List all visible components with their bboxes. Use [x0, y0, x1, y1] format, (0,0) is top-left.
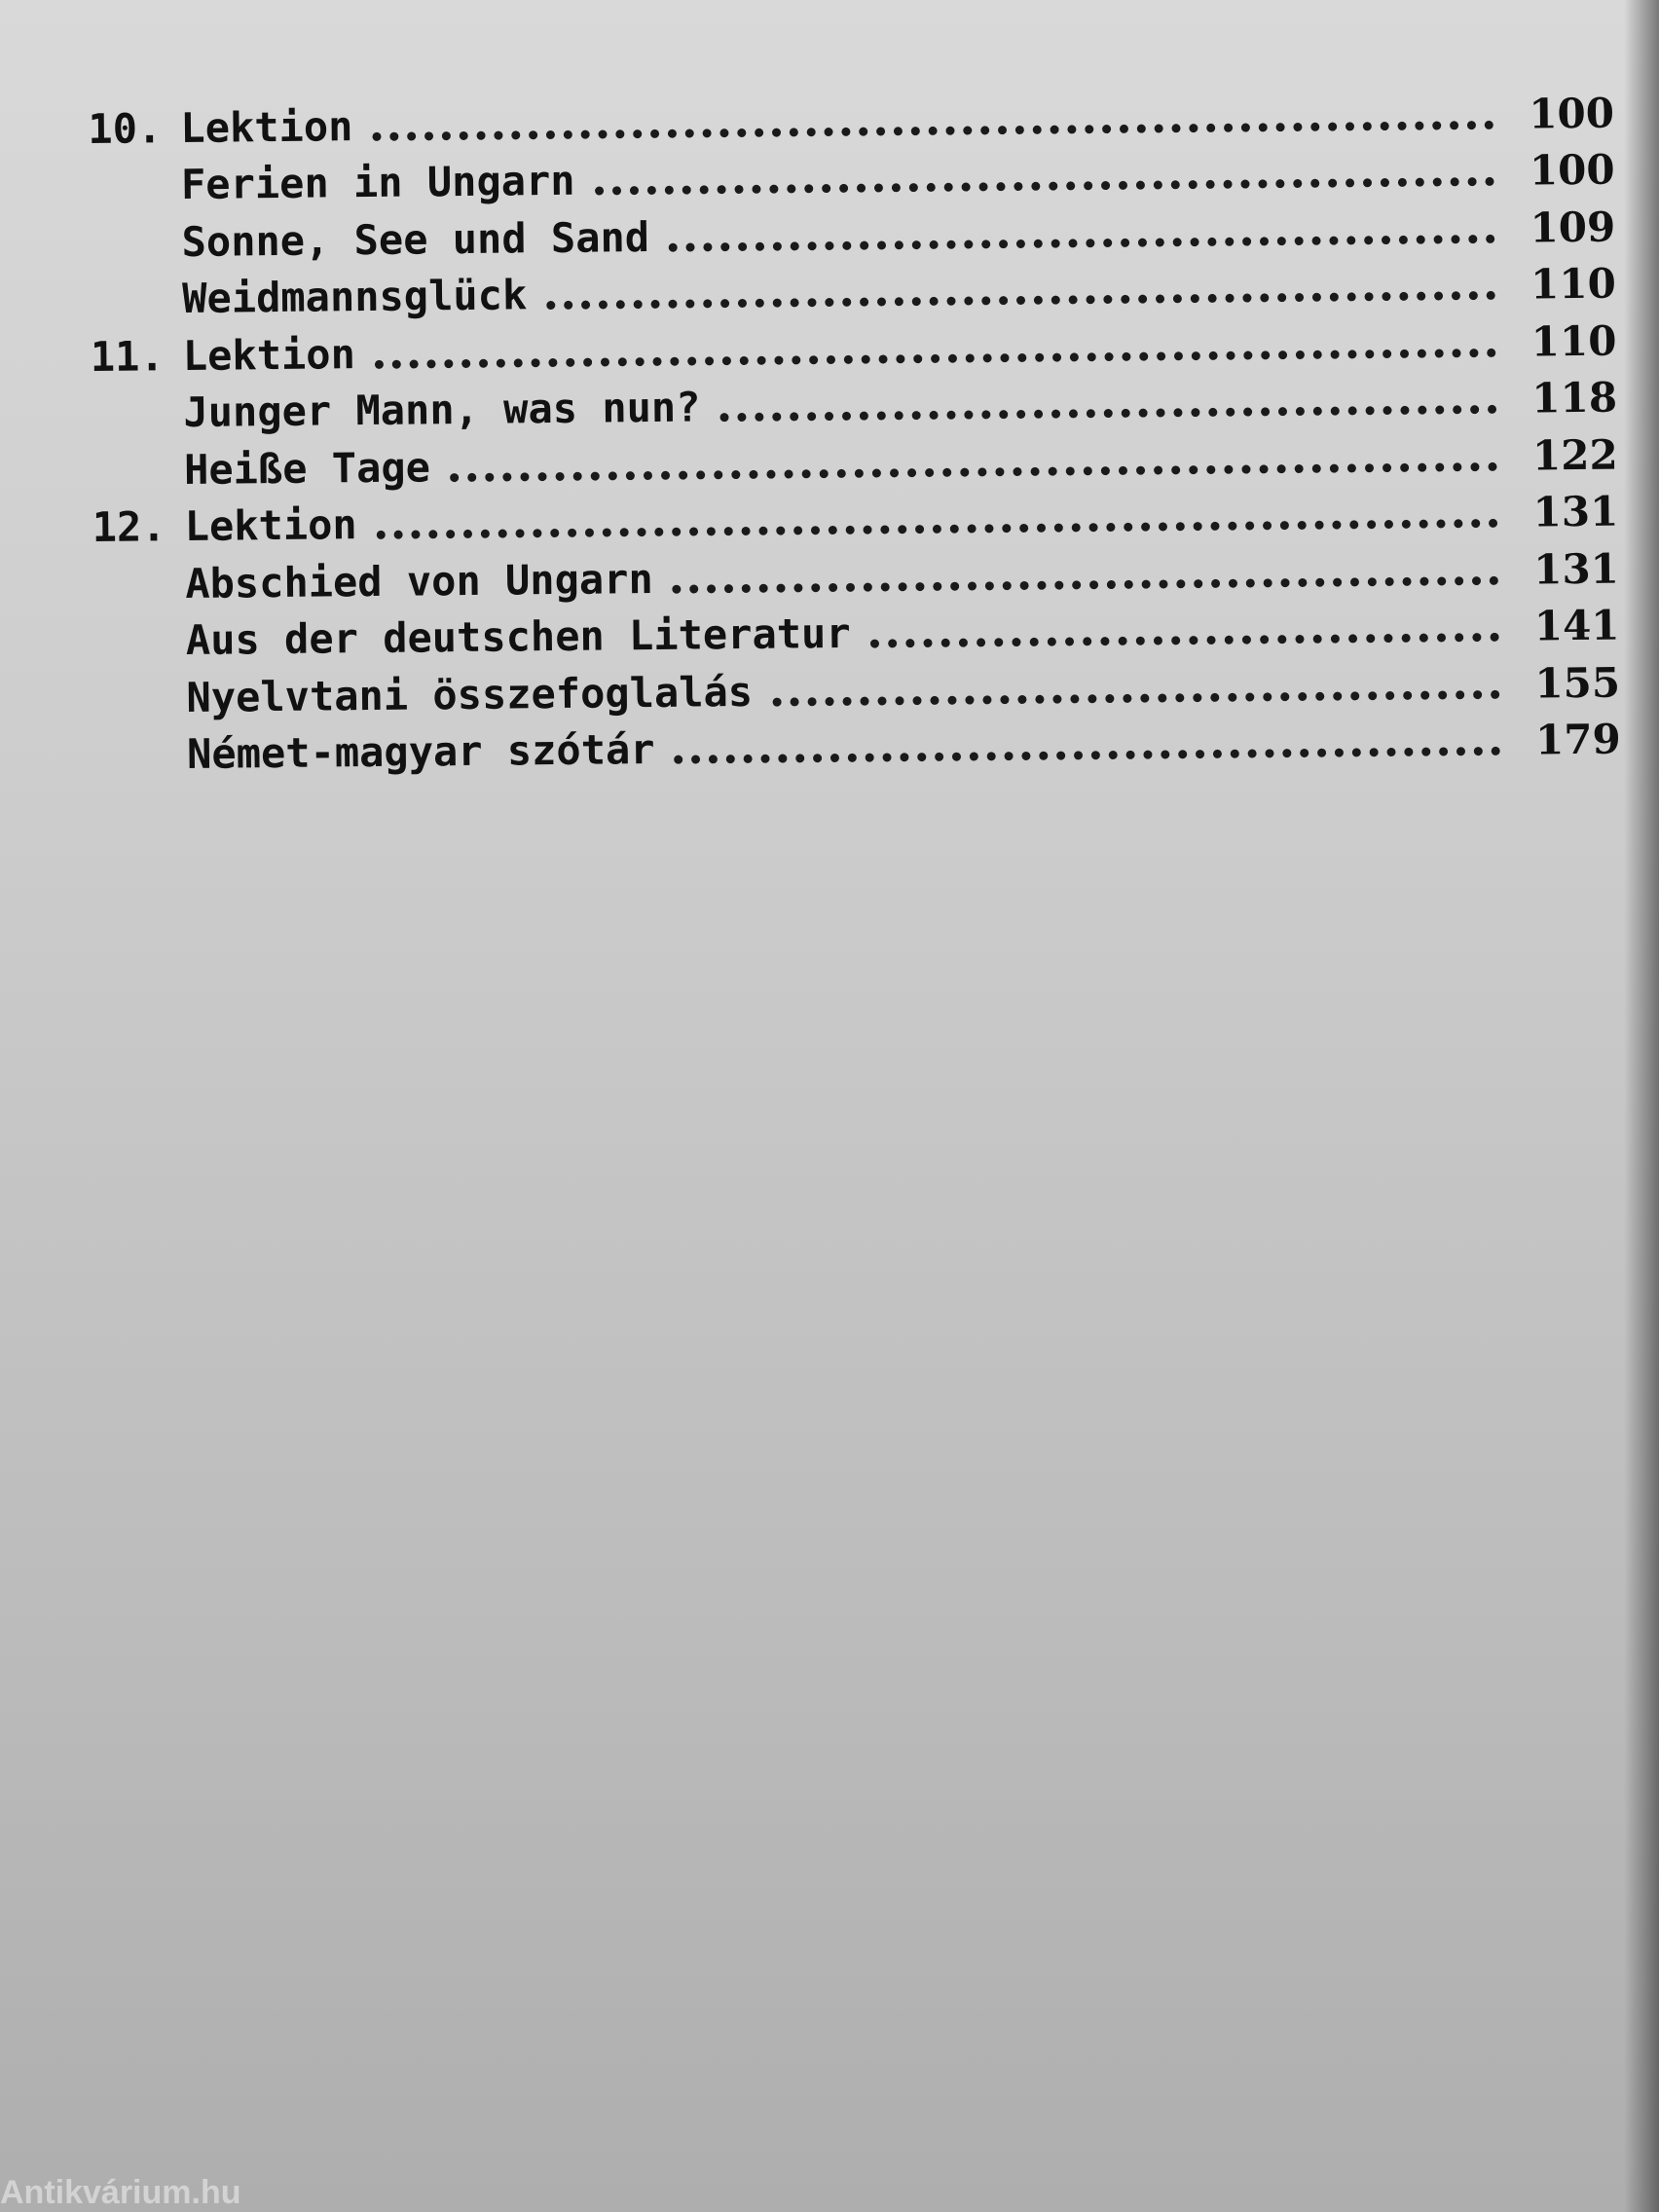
toc-entry-number: 12.: [92, 502, 166, 551]
toc-entry-page: 122: [1531, 430, 1618, 479]
toc-entry-number: 10.: [88, 103, 163, 153]
dot-leader: [719, 405, 1496, 422]
toc-entry-title: Abschied von Ungarn: [185, 554, 653, 608]
toc-entry-title: Junger Mann, was nun?: [183, 383, 701, 436]
toc-entry-page: 118: [1531, 373, 1618, 423]
toc-entry-page: 155: [1534, 658, 1621, 707]
dot-leader: [673, 575, 1499, 593]
toc-entry-title: Aus der deutschen Literatur: [185, 608, 851, 664]
toc-entry-title: Német-magyar szótár: [186, 724, 655, 778]
toc-entry-page: 109: [1530, 203, 1616, 251]
toc-entry-title: Sonne, See und Sand: [181, 212, 650, 266]
watermark: Antikvárium.hu: [0, 2174, 241, 2211]
dot-leader: [675, 747, 1501, 764]
toc-entry-title: Lektion: [182, 329, 356, 380]
toc-entry-title: Ferien in Ungarn: [180, 156, 575, 208]
dot-leader: [870, 633, 1499, 648]
toc-entry-title: Weidmannsglück: [181, 271, 528, 322]
bleed-through-text: [117, 716, 1577, 1732]
toc-entry-page: 100: [1529, 145, 1615, 195]
toc-entry-page: 110: [1530, 259, 1617, 309]
toc-entry-page: 100: [1529, 89, 1615, 137]
toc-entry-title: Nyelvtani összefoglalás: [186, 667, 754, 721]
toc-entry-number: 11.: [90, 331, 165, 381]
toc-entry-title: Lektion: [184, 500, 357, 550]
toc-entry-page: 179: [1534, 715, 1621, 764]
toc-entry-page: 141: [1533, 601, 1620, 650]
toc-entry-title: Heiße Tage: [183, 442, 431, 494]
toc-entry-page: 131: [1532, 487, 1619, 536]
toc-entry-page: 110: [1530, 316, 1617, 365]
dot-leader: [669, 234, 1495, 251]
toc-entry-title: Lektion: [180, 101, 353, 152]
table-of-contents: [88, 77, 1621, 778]
toc-entry-page: 131: [1532, 544, 1620, 593]
dot-leader: [772, 689, 1499, 706]
